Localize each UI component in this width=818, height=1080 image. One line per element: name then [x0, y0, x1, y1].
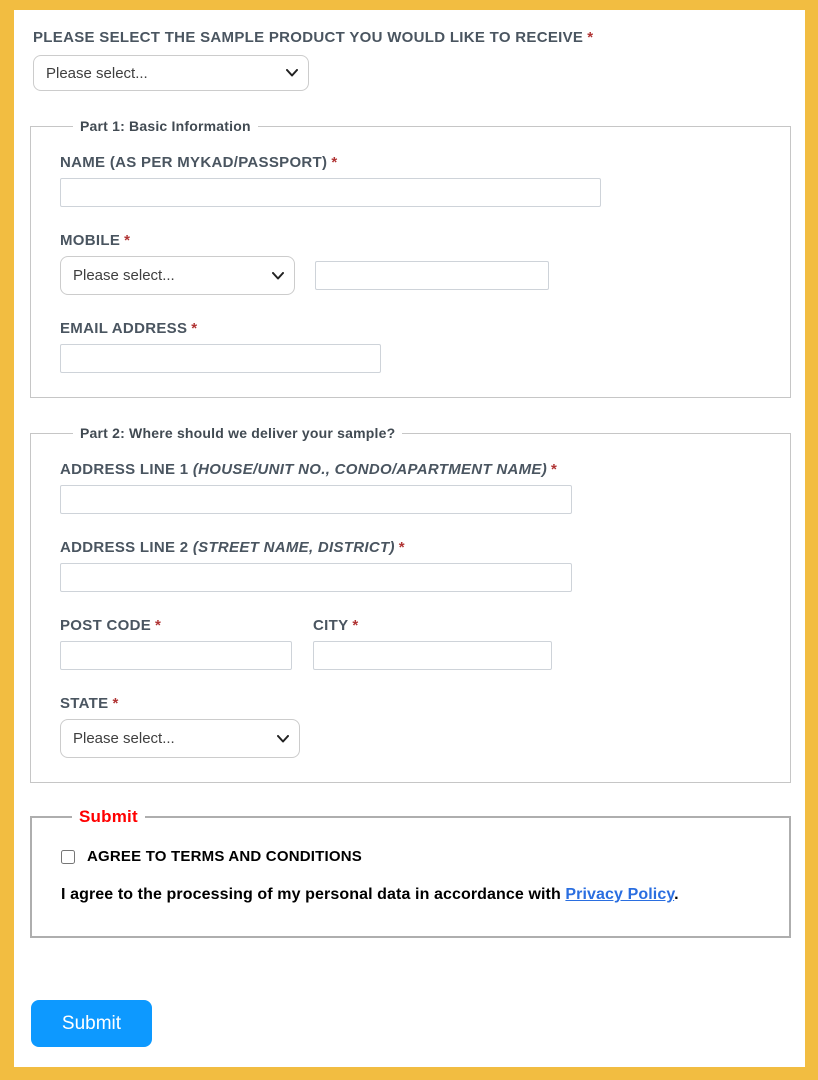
- submit-fieldset: [30, 807, 791, 938]
- product-select-label: [33, 29, 791, 46]
- product-select[interactable]: [33, 55, 309, 91]
- city-label-text: CITY: [313, 617, 349, 634]
- product-select-wrap: [33, 55, 309, 91]
- product-select-label-text: PLEASE SELECT THE SAMPLE PRODUCT YOU WOULD LIKE TO RECEIVE: [33, 29, 584, 46]
- consent-text: [61, 886, 763, 904]
- submit-button[interactable]: Submit: [31, 1000, 152, 1047]
- mobile-prefix-select-wrap: [60, 256, 295, 295]
- state-label: [60, 695, 764, 712]
- state-select[interactable]: [60, 719, 300, 758]
- city-label: [313, 617, 552, 634]
- email-input[interactable]: [60, 344, 381, 373]
- city-input[interactable]: [313, 641, 552, 670]
- part1-fieldset: [30, 118, 791, 398]
- post-code-input[interactable]: [60, 641, 292, 670]
- required-asterisk: *: [112, 695, 119, 712]
- terms-checkbox[interactable]: [61, 850, 75, 864]
- address1-input[interactable]: [60, 485, 572, 514]
- post-code-field: [60, 592, 292, 670]
- required-asterisk: *: [124, 232, 131, 249]
- consent-text-after: .: [674, 886, 679, 903]
- terms-row: [61, 848, 763, 865]
- required-asterisk: *: [587, 29, 594, 46]
- address2-label: [60, 539, 764, 556]
- address2-hint: (STREET NAME, DISTRICT): [192, 539, 395, 556]
- part1-legend: Part 1: Basic Information: [80, 118, 251, 134]
- name-label: [60, 154, 764, 171]
- mobile-label-text: MOBILE: [60, 232, 121, 249]
- city-field: [313, 592, 552, 670]
- address2-label-text: ADDRESS LINE 2: [60, 539, 189, 556]
- part2-fieldset: [30, 425, 791, 783]
- required-asterisk: *: [155, 617, 162, 634]
- form-page: [14, 10, 805, 1067]
- mobile-label: [60, 232, 764, 249]
- post-code-label-text: POST CODE: [60, 617, 152, 634]
- email-label-text: EMAIL ADDRESS: [60, 320, 188, 337]
- address2-input[interactable]: [60, 563, 572, 592]
- consent-text-before: I agree to the processing of my personal data in accordance with: [61, 886, 566, 903]
- privacy-policy-link[interactable]: Privacy Policy: [565, 886, 675, 903]
- terms-checkbox-label: AGREE TO TERMS AND CONDITIONS: [87, 848, 362, 865]
- state-label-text: STATE: [60, 695, 109, 712]
- state-select-wrap: [60, 719, 300, 758]
- required-asterisk: *: [551, 461, 558, 478]
- required-asterisk: *: [352, 617, 359, 634]
- email-label: [60, 320, 764, 337]
- address1-label: [60, 461, 764, 478]
- mobile-prefix-select[interactable]: [60, 256, 295, 295]
- address1-label-text: ADDRESS LINE 1: [60, 461, 189, 478]
- required-asterisk: *: [331, 154, 338, 171]
- part2-legend: Part 2: Where should we deliver your sample?: [80, 425, 396, 441]
- address1-hint: (HOUSE/UNIT NO., CONDO/APARTMENT NAME): [192, 461, 548, 478]
- required-asterisk: *: [398, 539, 405, 556]
- name-label-text: NAME (AS PER MYKAD/PASSPORT): [60, 154, 328, 171]
- post-code-label: [60, 617, 292, 634]
- name-input[interactable]: [60, 178, 601, 207]
- mobile-number-input[interactable]: [315, 261, 549, 290]
- required-asterisk: *: [191, 320, 198, 337]
- submit-legend: Submit: [79, 807, 138, 826]
